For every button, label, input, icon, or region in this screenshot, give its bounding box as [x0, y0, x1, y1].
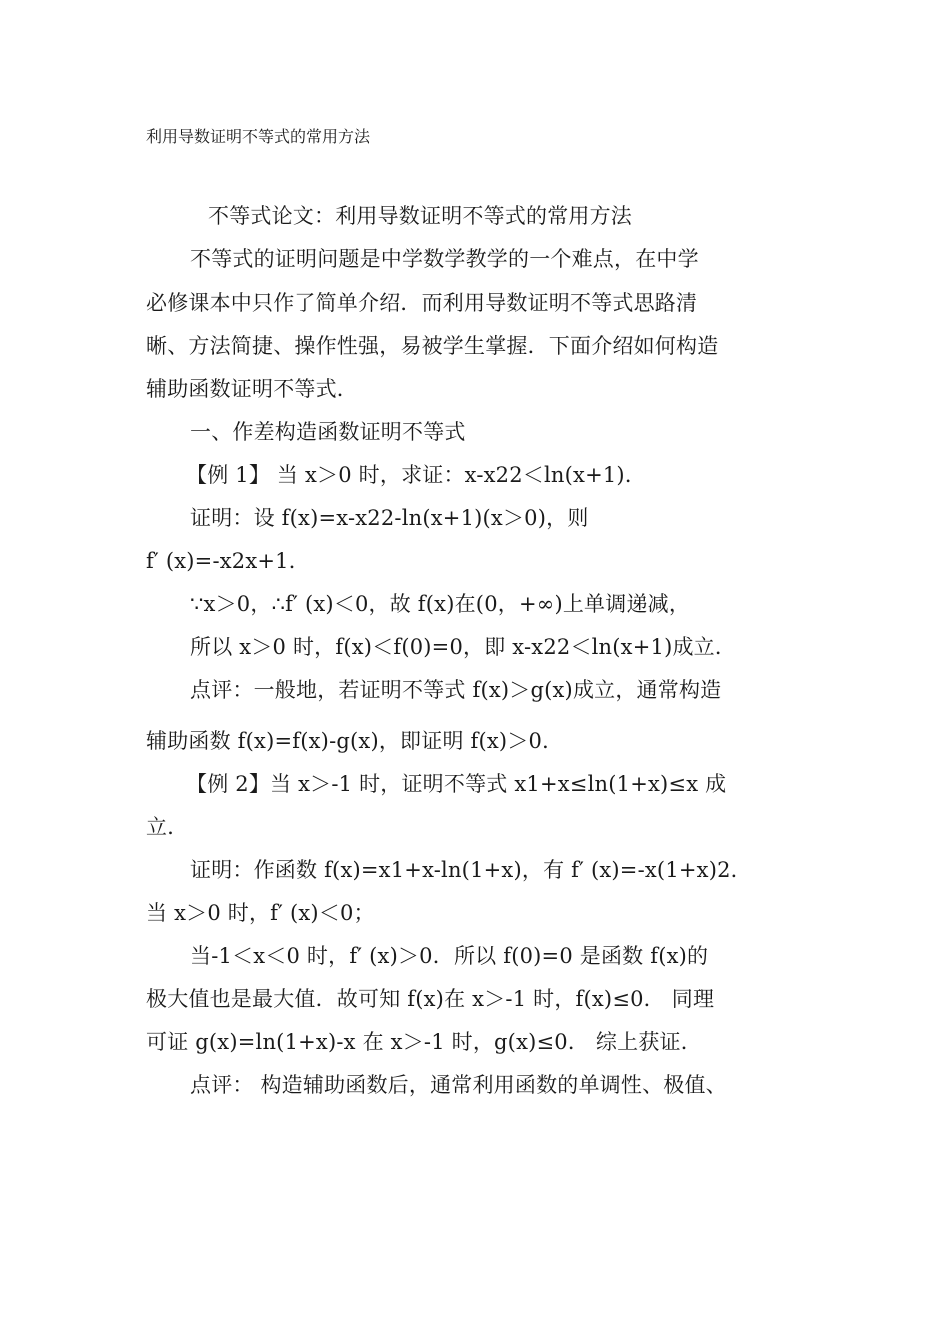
proof-line: 证明：作函数 f(x)=x1+x-ln(1+x)，有 f′ (x)=-x(1+x)2． — [190, 858, 752, 882]
section-heading: 一、作差构造函数证明不等式 — [190, 420, 466, 444]
paragraph-line: 必修课本中只作了简单介绍．而利用导数证明不等式思路清 — [146, 291, 698, 315]
proof-line: f′ (x)=-x2x+1． — [146, 549, 310, 573]
proof-line: 当 x＞0 时，f′ (x)＜0； — [146, 901, 375, 925]
example-1-statement: 【例 1】 当 x＞0 时，求证：x-x22＜ln(x+1)． — [186, 463, 647, 487]
comment-line: 辅助函数 f(x)=f(x)-g(x)，即证明 f(x)＞0． — [146, 729, 564, 753]
proof-line: 可证 g(x)=ln(1+x)-x 在 x＞-1 时，g(x)≤0． 综上获证． — [146, 1030, 702, 1054]
proof-line: 所以 x＞0 时，f(x)＜f(0)=0，即 x-x22＜ln(x+1)成立． — [190, 635, 737, 659]
example-2-statement: 立． — [146, 815, 189, 839]
comment-line: 点评： 构造辅助函数后，通常利用函数的单调性、极值、 — [190, 1073, 727, 1097]
article-title: 不等式论文：利用导数证明不等式的常用方法 — [208, 204, 632, 228]
paragraph-line: 辅助函数证明不等式． — [146, 377, 358, 401]
document-header-title: 利用导数证明不等式的常用方法 — [146, 127, 371, 146]
paragraph-line: 不等式的证明问题是中学数学教学的一个难点，在中学 — [190, 247, 699, 271]
proof-line: 当-1＜x＜0 时，f′ (x)＞0．所以 f(0)=0 是函数 f(x)的 — [190, 944, 709, 968]
comment-line: 点评：一般地，若证明不等式 f(x)＞g(x)成立，通常构造 — [190, 678, 722, 702]
paragraph-line: 晰、方法简捷、操作性强，易被学生掌握．下面介绍如何构造 — [146, 334, 719, 358]
proof-line: 证明：设 f(x)=x-x22-ln(x+1)(x＞0)，则 — [190, 506, 589, 530]
proof-line: ∵x＞0，∴f′ (x)＜0，故 f(x)在(0，+∞)上单调递减， — [190, 592, 691, 616]
proof-line: 极大值也是最大值．故可知 f(x)在 x＞-1 时，f(x)≤0． 同理 — [146, 987, 715, 1011]
example-2-statement: 【例 2】当 x＞-1 时，证明不等式 x1+x≤ln(1+x)≤x 成 — [186, 772, 727, 796]
